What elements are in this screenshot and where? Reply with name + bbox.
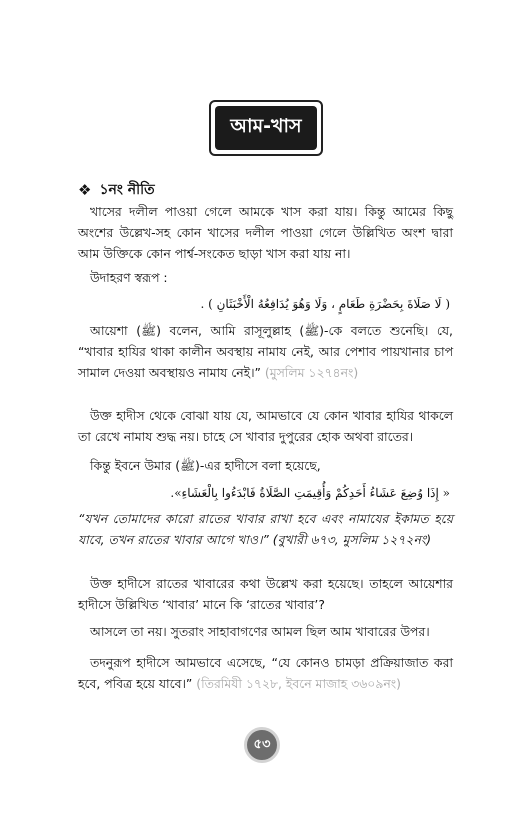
paragraph-answer: আসলে তা নয়। সুতরাং সাহাবাগণের আমল ছিল আম খাবারের উপর। bbox=[90, 624, 430, 639]
arabic-hadith-1: ( لَا صَلَاةَ بِحَضْرَةِ طَعَامٍ ، وَلَا وَهُوَ يُدَافِعُهُ الْأَخْبَثَانِ ) . bbox=[200, 297, 450, 311]
leather-hadith-reference: (তিরমিযী ১৭২৮, ইবনে মাজাহ ৩৬০৯নং) bbox=[196, 676, 401, 691]
example-label: উদাহরণ স্বরূপ : bbox=[90, 270, 168, 285]
paragraph-explanation: উক্ত হাদীস থেকে বোঝা যায় যে, আমভাবে যে কোন খাবার হাযির থাকলে তা রেখে নামায শুদ্ধ নয়। চাহে সে খাবার দুপুরের হোক অথবা রাতের। bbox=[78, 408, 453, 444]
paragraph-leather-hadith bbox=[78, 652, 453, 694]
paragraph-rule: খাসের দলীল পাওয়া গেলে আমকে খাস করা যায়। কিন্তু আমের কিছু অংশের উল্লেখ-সহ কোন খাসের দলীল পাওয়া গেলে উল্লিখিত অংশ দ্বারা আম উক্তিকে কোন পার্শ্ব-সংকেত ছাড়া খাস করা যায় না। bbox=[78, 204, 453, 261]
paragraph-ibn-umar-intro: কিন্তু ইবনে উমার (ﷺ)-এর হাদীসে বলা হয়েছে, bbox=[90, 458, 321, 473]
aisha-hadith-reference: (মুসলিম ১২৭৪নং) bbox=[264, 365, 359, 380]
paragraph-ibn-umar-translation: “যখন তোমাদের কারো রাতের খাবার রাখা হবে এবং নামাযের ইকামত হয়ে যাবে, তখন রাতের খাবার আগে খাও।” (বুখারী ৬৭৩, মুসলিম ১২৭২নং) bbox=[78, 511, 453, 547]
arabic-hadith-2: « إِذَا وُضِعَ عَشَاءُ أَحَدِكُمْ وَأُقِيمَتِ الصَّلَاةُ فَابْدَءُوا بِالْعَشَاءِ». bbox=[170, 486, 450, 500]
section-heading bbox=[78, 178, 155, 202]
chapter-title: আম-খাস bbox=[215, 106, 317, 150]
aisha-hadith-text: আয়েশা (ﷺ) বলেন, আমি রাসূলুল্লাহ (ﷺ)-কে বলতে শুনেছি। যে, “খাবার হাযির থাকা কালীন অবস্থায় নামায নেই, আর পেশাব পায়খানার চাপ সামাল দেওয়া অবস্থায়ও নামায নেই।” bbox=[78, 323, 453, 380]
diamond-bullet-icon: ❖ bbox=[78, 181, 92, 199]
page-number: ৫৩ bbox=[244, 727, 280, 763]
leather-hadith-text: তদনুরূপ হাদীসে আমভাবে এসেছে, “যে কোনও চামড়া প্রক্রিয়াজাত করা হবে, পবিত্র হয়ে যাবে।” bbox=[78, 655, 453, 691]
paragraph-aisha-hadith bbox=[78, 320, 453, 383]
chapter-title-box bbox=[209, 100, 323, 156]
paragraph-question: উক্ত হাদীসে রাতের খাবারের কথা উল্লেখ করা হয়েছে। তাহলে আয়েশার হাদীসে উল্লিখিত ‘খাবার’ মানে কি ‘রাতের খাবার’? bbox=[78, 576, 453, 612]
section-heading-text: ১নং নীতি bbox=[99, 182, 155, 198]
